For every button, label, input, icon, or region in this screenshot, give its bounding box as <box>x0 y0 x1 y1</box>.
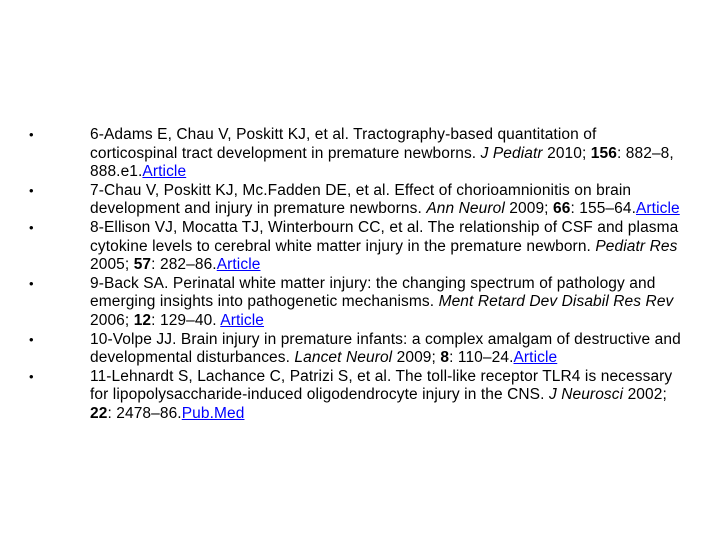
reference-volume: 22 <box>90 404 108 422</box>
bullet-icon: • <box>29 368 34 384</box>
reference-volume: 8 <box>440 349 450 367</box>
bullet-icon: • <box>29 331 34 347</box>
reference-item <box>0 331 720 368</box>
article-link[interactable]: Article <box>635 200 680 218</box>
reference-year: 2009; <box>504 200 553 218</box>
reference-pages: : 282–86. <box>151 256 217 274</box>
reference-item <box>0 182 720 219</box>
journal-name: Lancet Neurol <box>294 349 393 367</box>
reference-text: 11-Lehnardt S, Lachance C, Patrizi S, et al. The toll-like receptor TLR4 is necessary for lipopolysaccharide-induced oligodendrocyte injury in the CNS. <box>90 367 673 404</box>
journal-name: Ment Retard Dev Disabil Res Rev <box>438 293 674 311</box>
reference-pages: : 155–64. <box>570 200 636 218</box>
reference-volume: 12 <box>133 311 152 329</box>
reference-item <box>0 219 720 275</box>
reference-text: 9-Back SA. Perinatal white matter injury: the changing spectrum of pathology and emerging insights into pathogenetic mechanisms. <box>90 274 656 311</box>
reference-text: 8-Ellison VJ, Mocatta TJ, Winterbourn CC, et al. The relationship of CSF and plasma cytokine levels to cerebral white matter injury in the premature newborn. <box>90 218 679 255</box>
journal-name: Pediatr Res <box>595 237 678 255</box>
pubmed-link[interactable]: Pub.Med <box>181 404 245 422</box>
bullet-icon: • <box>29 219 34 235</box>
reference-text: 6-Adams E, Chau V, Poskitt KJ, et al. Tractography-based quantitation of corticospinal tract development in premature newborns. <box>90 126 597 162</box>
reference-year: 2005; <box>90 256 134 274</box>
reference-item <box>0 275 720 331</box>
reference-text: 10-Volpe JJ. Brain injury in premature infants: a complex amalgam of destructive and developmental disturbances. <box>90 330 681 367</box>
journal-name: J Pediatr <box>480 144 543 162</box>
reference-pages: : 2478–86. <box>107 404 182 422</box>
bullet-icon: • <box>29 182 34 198</box>
reference-volume: 66 <box>552 200 571 218</box>
article-link[interactable]: Article <box>216 256 261 274</box>
reference-year: 2006; <box>90 311 134 329</box>
article-link[interactable]: Article <box>220 311 265 329</box>
reference-item <box>0 126 720 182</box>
bullet-icon: • <box>29 275 34 291</box>
reference-pages: : 110–24. <box>449 349 514 367</box>
reference-volume: 156 <box>590 144 617 162</box>
reference-item <box>0 368 720 424</box>
reference-list <box>0 126 720 424</box>
reference-year: 2010; <box>542 144 591 162</box>
reference-year: 2009; <box>392 349 441 367</box>
reference-pages: : 129–40. <box>151 311 221 329</box>
reference-pages: : 882–8, 888.e1. <box>90 144 674 181</box>
journal-name: Ann Neurol <box>426 200 505 218</box>
reference-volume: 57 <box>133 256 152 274</box>
article-link[interactable]: Article <box>513 349 558 367</box>
reference-year: 2002; <box>623 386 667 404</box>
reference-text: 7-Chau V, Poskitt KJ, Mc.Fadden DE, et al. Effect of chorioamnionitis on brain development and injury in premature newborns. <box>90 181 632 218</box>
journal-name: J Neurosci <box>548 386 624 404</box>
article-link[interactable]: Article <box>142 163 187 181</box>
bullet-icon: • <box>29 127 34 142</box>
